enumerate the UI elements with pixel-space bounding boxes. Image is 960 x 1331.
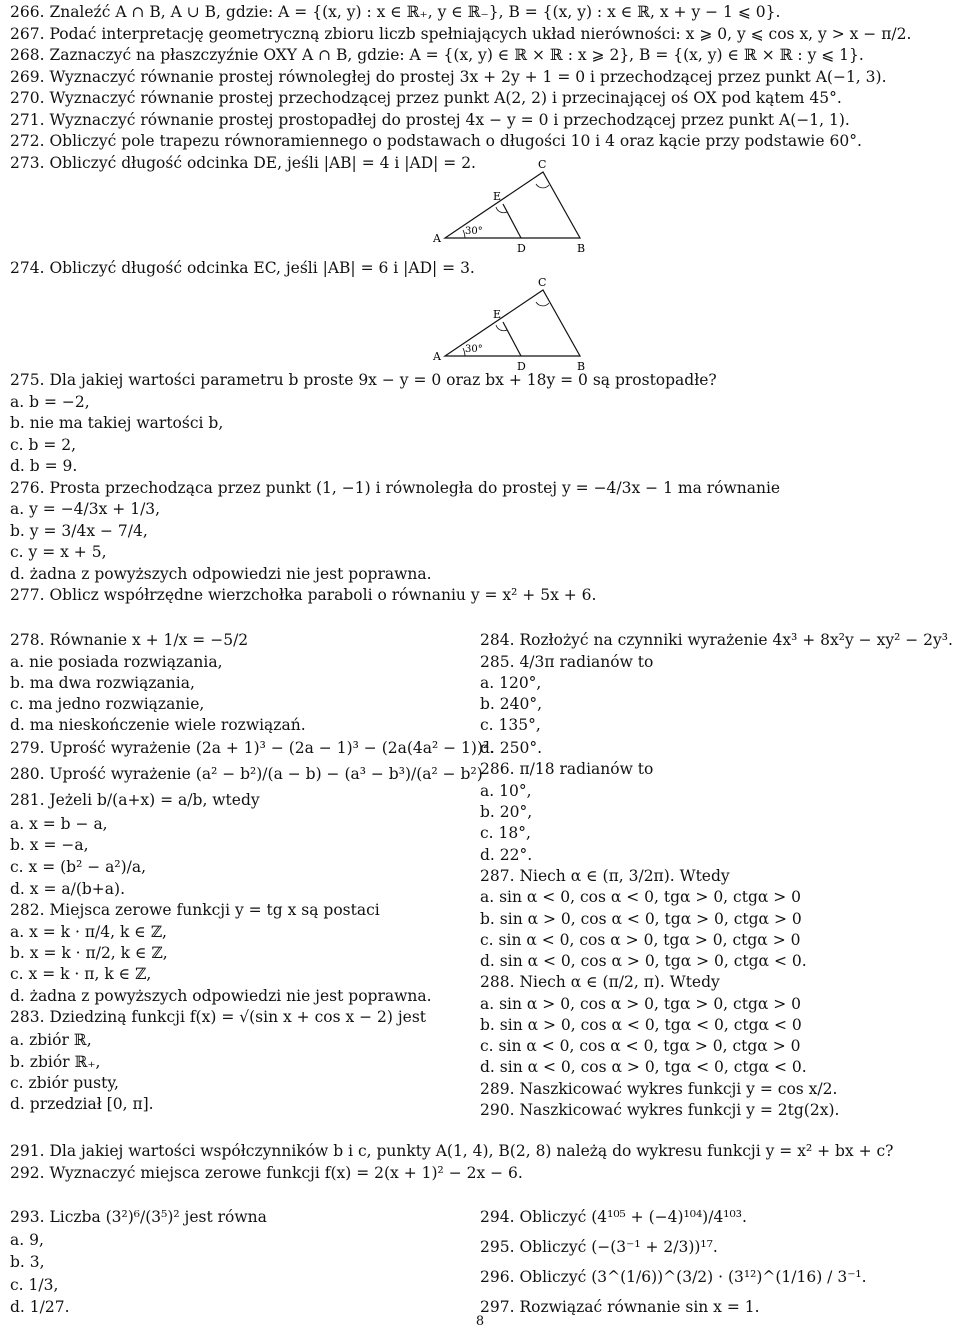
mid-lines-line: b. nie ma takiej wartości b, bbox=[10, 414, 224, 432]
right-col-line: 285. 4/3π radianów to bbox=[480, 653, 654, 671]
mid-lines-line: d. b = 9. bbox=[10, 457, 78, 475]
label-a: A bbox=[433, 232, 441, 245]
top-lines-line: 271. Wyznaczyć równanie prostej prostopadłej do prostej 4x − y = 0 i przechodzącej przez punkt A(−1, 1). bbox=[10, 110, 850, 129]
label-c: C bbox=[538, 278, 547, 289]
right-col-line: b. 240°, bbox=[480, 695, 543, 713]
top-lines-line: 267. Podać interpretację geometryczną zbioru liczb spełniających układ nierówności: x ⩾ 0, y ⩽ cos x, y > x − π/2. bbox=[10, 24, 912, 43]
label-a: A bbox=[433, 350, 441, 363]
top-lines-line: 269. Wyznaczyć równanie prostej równoległej do prostej 3x + 2y + 1 = 0 i przechodzącej przez punkt A(−1, 3). bbox=[10, 67, 887, 86]
label-b: B bbox=[577, 242, 586, 255]
page-number: 8 bbox=[475, 1314, 485, 1329]
angle-mark-c bbox=[536, 184, 549, 188]
right-col-line: d. sin α < 0, cos α > 0, tgα > 0, ctgα < 0. bbox=[480, 952, 807, 970]
label-d: D bbox=[517, 242, 526, 255]
label-b: B bbox=[577, 360, 586, 373]
left-col-line: 282. Miejsca zerowe funkcji y = tg x są postaci bbox=[10, 901, 380, 919]
segment-de bbox=[503, 322, 521, 356]
right-col-line: 287. Niech α ∈ (π, 3/2π). Wtedy bbox=[480, 867, 730, 885]
right-col-line: a. sin α < 0, cos α < 0, tgα > 0, ctgα > 0 bbox=[480, 888, 802, 906]
mid-lines-line: a. y = −4/3x + 1/3, bbox=[10, 500, 161, 518]
segment-de bbox=[503, 204, 521, 238]
left-col-line: b. x = k · π/2, k ∈ ℤ, bbox=[10, 944, 168, 962]
bottom-right-line: 297. Rozwiązać równanie sin x = 1. bbox=[480, 1298, 760, 1316]
bottom-lines-line: 292. Wyznaczyć miejsca zerowe funkcji f(x) = 2(x + 1)² − 2x − 6. bbox=[10, 1164, 523, 1182]
right-col-line: d. sin α < 0, cos α > 0, tgα < 0, ctgα < 0. bbox=[480, 1058, 807, 1076]
left-col-line: b. ma dwa rozwiązania, bbox=[10, 674, 195, 692]
left-col-line: c. x = (b² − a²)/a, bbox=[10, 858, 147, 876]
top-lines-line: 268. Zaznaczyć na płaszczyźnie OXY A ∩ B, gdzie: A = {(x, y) ∈ ℝ × ℝ : x ⩾ 2}, B = {(x, y) ∈ ℝ × ℝ : y ⩽ 1}. bbox=[10, 46, 864, 64]
right-col-line: d. 22°. bbox=[480, 846, 533, 864]
bottom-left-line: 293. Liczba (3²)⁶/(3⁵)² jest równa bbox=[10, 1208, 267, 1226]
left-col-line: 281. Jeżeli b/(a+x) = a/b, wtedy bbox=[10, 791, 260, 809]
left-col-line: d. żadna z powyższych odpowiedzi nie jest poprawna. bbox=[10, 987, 432, 1005]
angle-mark-c bbox=[536, 302, 549, 306]
left-col-line: 279. Uprość wyrażenie (2a + 1)³ − (2a − 1)³ − (2a(4a² − 1))². bbox=[10, 739, 495, 757]
right-col-line: 289. Naszkicować wykres funkcji y = cos x/2. bbox=[480, 1080, 838, 1098]
left-col-line: a. nie posiada rozwiązania, bbox=[10, 653, 223, 671]
right-col-line: 290. Naszkicować wykres funkcji y = 2tg(2x). bbox=[480, 1101, 840, 1119]
top-lines-line: 272. Obliczyć pole trapezu równoramiennego o podstawach o długości 10 i 4 oraz kącie przy podstawie 60°. bbox=[10, 132, 862, 150]
bottom-lines-line: 291. Dla jakiej wartości współczynników b i c, punkty A(1, 4), B(2, 8) należą do wykresu funkcji y = x² + bx + c? bbox=[10, 1142, 894, 1160]
triangle-figure-273 bbox=[425, 160, 605, 260]
mid-lines-line: b. y = 3/4x − 7/4, bbox=[10, 521, 148, 540]
left-col-line: 278. Równanie x + 1/x = −5/2 bbox=[10, 631, 249, 649]
mid-lines-line: 276. Prosta przechodząca przez punkt (1, −1) i równoległa do prostej y = −4/3x − 1 ma równanie bbox=[10, 478, 781, 497]
left-col-line: d. ma nieskończenie wiele rozwiązań. bbox=[10, 716, 306, 734]
bottom-right-line: 296. Obliczyć (3^(1/6))^(3/2) · (3¹²)^(1/16) / 3⁻¹. bbox=[480, 1268, 867, 1286]
left-col-line: a. x = b − a, bbox=[10, 815, 108, 833]
right-col-line: b. sin α > 0, cos α < 0, tgα < 0, ctgα < 0 bbox=[480, 1016, 802, 1034]
label-angle: 30° bbox=[465, 344, 483, 355]
mid-lines-line: a. b = −2, bbox=[10, 392, 90, 411]
label-c: C bbox=[538, 160, 547, 171]
right-col-line: 288. Niech α ∈ (π/2, π). Wtedy bbox=[480, 973, 720, 991]
right-col-line: c. 18°, bbox=[480, 824, 531, 842]
right-col-line: c. sin α < 0, cos α > 0, tgα > 0, ctgα > 0 bbox=[480, 931, 801, 949]
right-col-line: b. 20°, bbox=[480, 803, 533, 821]
right-col-line: a. sin α > 0, cos α > 0, tgα > 0, ctgα > 0 bbox=[480, 995, 802, 1013]
bottom-right-line: 294. Obliczyć (4¹⁰⁵ + (−4)¹⁰⁴)/4¹⁰³. bbox=[480, 1208, 747, 1226]
mid-lines-line: 277. Oblicz współrzędne wierzchołka paraboli o równaniu y = x² + 5x + 6. bbox=[10, 586, 597, 604]
right-col-line: 286. π/18 radianów to bbox=[480, 760, 654, 778]
bottom-left-line: d. 1/27. bbox=[10, 1298, 70, 1316]
mid-lines-line: c. y = x + 5, bbox=[10, 543, 107, 561]
bottom-right-line: 295. Obliczyć (−(3⁻¹ + 2/3))¹⁷. bbox=[480, 1238, 718, 1256]
bottom-left-line: c. 1/3, bbox=[10, 1275, 59, 1294]
label-angle: 30° bbox=[465, 226, 483, 237]
mid-lines-line: 275. Dla jakiej wartości parametru b proste 9x − y = 0 oraz bx + 18y = 0 są prostopadłe? bbox=[10, 371, 717, 389]
mid-lines-line: d. żadna z powyższych odpowiedzi nie jest poprawna. bbox=[10, 564, 432, 583]
left-col-line: d. przedział [0, π]. bbox=[10, 1095, 154, 1113]
right-col-line: 284. Rozłożyć na czynniki wyrażenie 4x³ + 8x²y − xy² − 2y³. bbox=[480, 631, 953, 649]
right-col-line: a. 120°, bbox=[480, 674, 542, 692]
left-col-line: b. x = −a, bbox=[10, 836, 89, 854]
left-col-line: a. zbiór ℝ, bbox=[10, 1031, 92, 1049]
right-col-line: b. sin α > 0, cos α < 0, tgα > 0, ctgα > 0 bbox=[480, 910, 802, 928]
triangle-figure-274 bbox=[425, 278, 605, 378]
left-col-line: 283. Dziedziną funkcji f(x) = √(sin x + cos x − 2) jest bbox=[10, 1008, 427, 1026]
left-col-line: c. ma jedno rozwiązanie, bbox=[10, 695, 205, 713]
right-col-line: d. 250°. bbox=[480, 739, 543, 757]
problem-274: 274. Obliczyć długość odcinka EC, jeśli |AB| = 6 i |AD| = 3. bbox=[10, 259, 475, 277]
right-col-line: c. 135°, bbox=[480, 716, 541, 734]
left-col-line: d. x = a/(b+a). bbox=[10, 880, 125, 898]
bottom-left-line: a. 9, bbox=[10, 1230, 44, 1249]
mid-lines-line: c. b = 2, bbox=[10, 435, 77, 454]
top-lines-line: 266. Znaleźć A ∩ B, A ∪ B, gdzie: A = {(x, y) : x ∈ ℝ₊, y ∈ ℝ₋}, B = {(x, y) : x ∈ ℝ, x + y − 1 ⩽ 0}. bbox=[10, 3, 781, 21]
label-e: E bbox=[493, 190, 502, 203]
bottom-left-line: b. 3, bbox=[10, 1253, 45, 1271]
left-col-line: c. x = k · π, k ∈ ℤ, bbox=[10, 965, 152, 983]
left-col-line: b. zbiór ℝ₊, bbox=[10, 1053, 101, 1071]
right-col-line: a. 10°, bbox=[480, 782, 532, 800]
top-lines-line: 273. Obliczyć długość odcinka DE, jeśli |AB| = 4 i |AD| = 2. bbox=[10, 153, 476, 172]
left-col-line: 280. Uprość wyrażenie (a² − b²)/(a − b) − (a³ − b³)/(a² − b²) bbox=[10, 765, 483, 783]
left-col-line: c. zbiór pusty, bbox=[10, 1074, 119, 1092]
label-d: D bbox=[517, 360, 526, 373]
right-col-line: c. sin α < 0, cos α < 0, tgα > 0, ctgα > 0 bbox=[480, 1037, 801, 1055]
left-col-line: a. x = k · π/4, k ∈ ℤ, bbox=[10, 923, 167, 941]
top-lines-line: 270. Wyznaczyć równanie prostej przechodzącej przez punkt A(2, 2) i przecinającej oś OX pod kątem 45°. bbox=[10, 89, 842, 107]
label-e: E bbox=[493, 308, 502, 321]
